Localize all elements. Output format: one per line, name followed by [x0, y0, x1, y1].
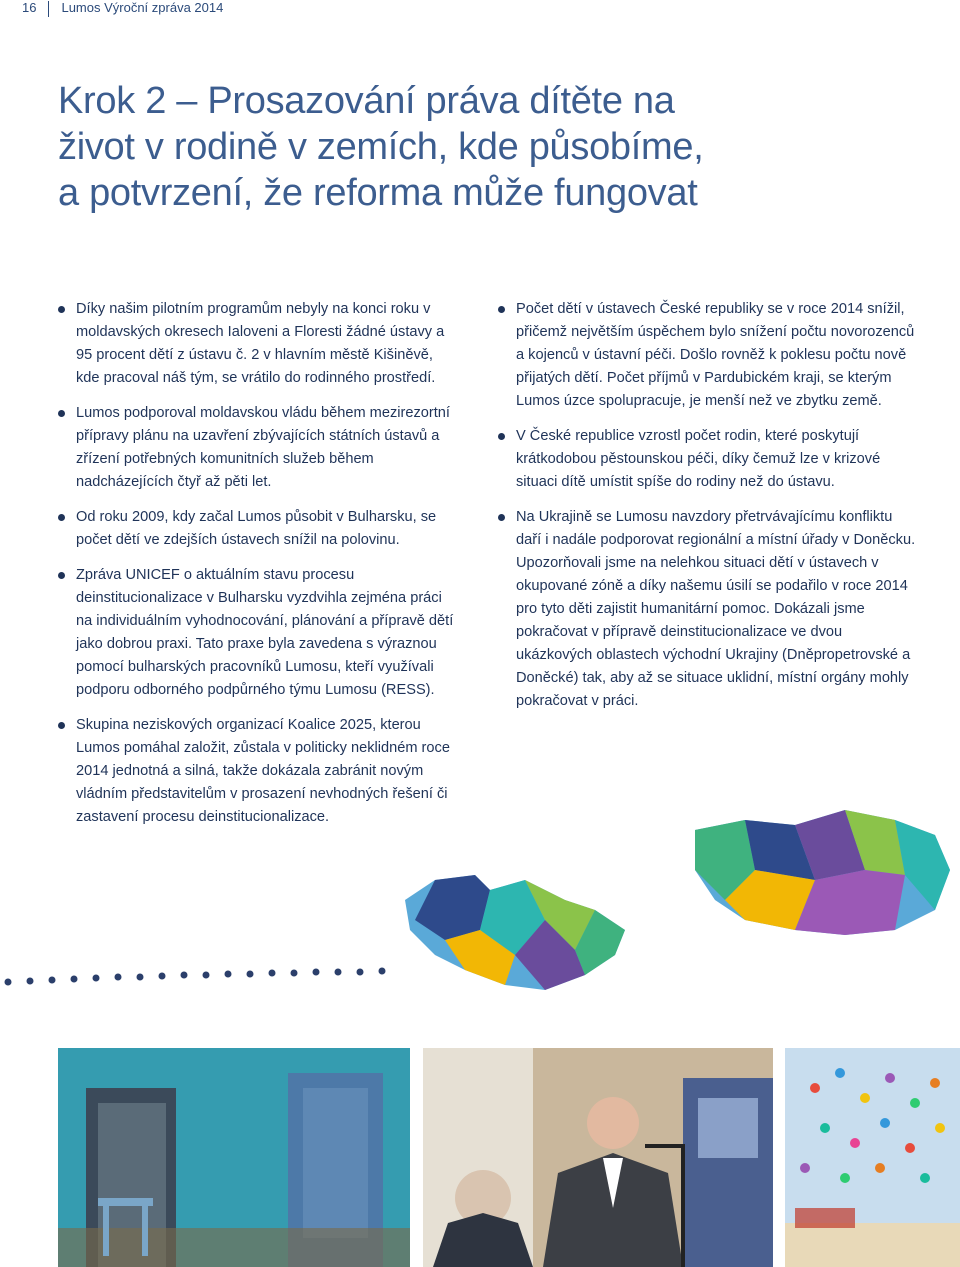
title-line-3: a potvrzení, že reforma může fungovat: [58, 172, 698, 214]
list-item: V České republice vzrostl počet rodin, které poskytují krátkodobou pěstounskou péči, díky čemuž lze v krizové situaci dítě umístit spíše do rodiny než do ústavu.: [498, 425, 918, 494]
list-item: Počet dětí v ústavech České republiky se v roce 2014 snížil, přičemž největším úspěchem bylo snížení počtu novorozenců a kojenců v ústavní péči. Došlo rovněž k poklesu počtu nově přijatých dětí. Počet příjmů v Pardubickém kraji, se kterým Lumos úzce spolupracuje, je menší než ve zbytku země.: [498, 298, 918, 413]
right-column: [498, 298, 918, 725]
title-line-1: Krok 2 – Prosazování práva dítěte na: [58, 80, 675, 122]
page-header: [22, 0, 223, 17]
page-number: 16: [22, 0, 37, 15]
list-item: Díky našim pilotním programům nebyly na konci roku v moldavských okresech Ialoveni a Floresti žádné ústavy a 95 procent dětí z ústavu č. 2 v hlavním městě Kišiněvě, kde pracoval náš tým, se vrátilo do rodinného prostředí.: [58, 298, 458, 390]
list-item: Lumos podporoval moldavskou vládu během mezirezortní přípravy plánu na uzavření zbývajících státních ústavů a zřízení potřebných komunitních služeb během nadcházejících čtyř až pěti let.: [58, 402, 458, 494]
list-item: Skupina neziskových organizací Koalice 2025, kterou Lumos pomáhal založit, zůstala v politicky neklidném roce 2014 jednotná a silná, takže dokázala zabránit novým vládním představitelům v prosazení nevhodných řešení či zastavení procesu deinstitucionalizace.: [58, 714, 458, 829]
publication-title: Lumos Výroční zpráva 2014: [61, 0, 224, 15]
left-column: [58, 298, 458, 841]
czech-map-icon: [405, 875, 625, 990]
page-title: [58, 78, 918, 216]
list-item: Zpráva UNICEF o aktuálním stavu procesu deinstitucionalizace v Bulharsku vyzdvihla zejména práci na individuálním vyhodnocování, plánování a přípravě dětí jako dobrou praxi. Tato praxe byla zavedena s výraznou pomocí bulharských pracovníků Lumosu, kteří využívali podporu odborného podpůrného týmu Lumosu (RESS).: [58, 564, 458, 702]
right-bullet-list: [498, 298, 918, 713]
header-divider: [48, 1, 49, 17]
bulgaria-map-icon: [695, 810, 950, 935]
list-item: Na Ukrajině se Lumosu navzdory přetrvávajícímu konfliktu daří i nadále podporovat regionální a místní úřady v Doněcku. Upozorňovali jsme na nelehkou situaci dětí v ústavech v okupované zóně a díky našemu úsilí se podařilo v roce 2014 pro tyto děti zajistit humanitární pomoc. Dokázali jsme pokračovat v přípravě deinstitucionalizace ve dvou ukázkových oblastech východní Ukrajiny (Dněpropetrovské a Doněcké) tak, aby až se situace uklidní, místní orgány mohly pokračovat v práci.: [498, 506, 918, 713]
list-item: Od roku 2009, kdy začal Lumos působit v Bulharsku, se počet dětí ve zdejších ústavech snížil na polovinu.: [58, 506, 458, 552]
photo-blue-wall-door: [58, 1048, 410, 1267]
photo-balloons: [785, 1048, 960, 1267]
title-line-2: život v rodině v zemích, kde působíme,: [58, 126, 704, 168]
country-maps-illustration: [395, 780, 955, 1010]
left-bullet-list: [58, 298, 458, 829]
photo-speaker: [423, 1048, 773, 1267]
